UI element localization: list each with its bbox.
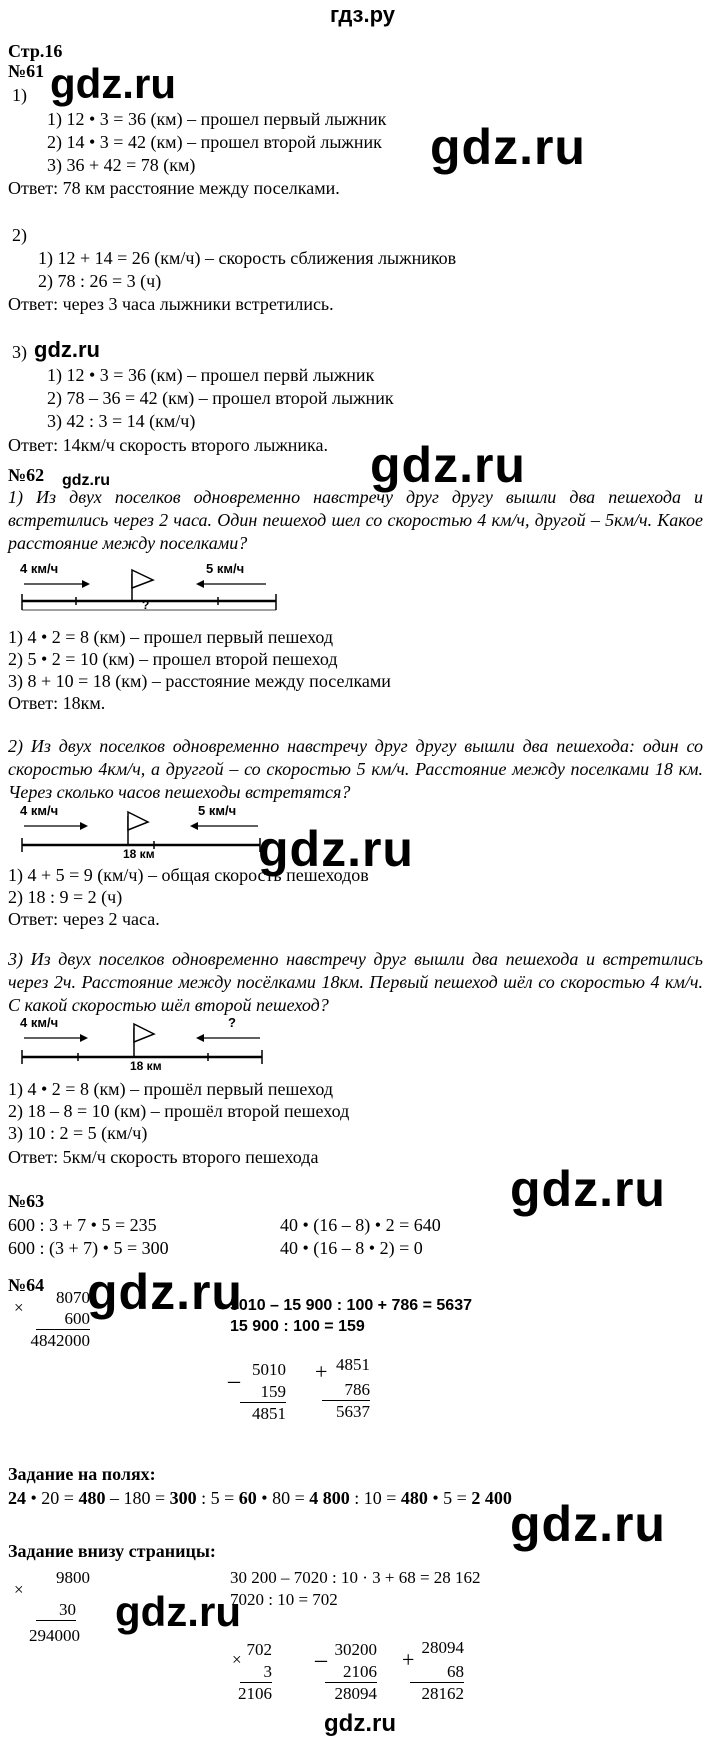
operand: 3	[240, 1662, 272, 1683]
chain-part: 4 800	[309, 1488, 350, 1508]
operation-sign: +	[402, 1647, 415, 1672]
solution-line: 1) 4 + 5 = 9 (км/ч) – общая скорость пешеходов	[8, 865, 369, 885]
solution-line: 3) 8 + 10 = 18 (км) – расстояние между поселками	[8, 671, 391, 691]
chain-part: : 5 =	[196, 1488, 239, 1508]
operand: 28094	[421, 1638, 464, 1657]
result: 2106	[238, 1684, 272, 1703]
answer: Ответ: через 2 часа.	[8, 909, 160, 929]
motion-diagram-2	[18, 800, 268, 860]
solution-line: 2) 18 – 8 = 10 (км) – прошёл второй пешеход	[8, 1101, 350, 1121]
result: 4842000	[30, 1331, 90, 1350]
operand: 9800	[56, 1568, 90, 1587]
solution-line: 1) 12 • 3 = 36 (км) – прошел первый лыжник	[47, 109, 387, 129]
solution-line: 2) 78 – 36 = 42 (км) – прошел второй лыжник	[47, 388, 394, 408]
speed-label-right: ?	[228, 1015, 236, 1030]
watermark: gdz.ru	[370, 437, 526, 493]
speed-label-right: 5 км/ч	[198, 803, 237, 818]
footer-watermark: gdz.ru	[324, 1710, 396, 1737]
solution-line: 2) 78 : 26 = 3 (ч)	[38, 271, 162, 291]
watermark: gdz.ru	[115, 1588, 241, 1635]
result: 294000	[29, 1626, 80, 1645]
task-62-title: №62	[8, 465, 45, 485]
chain-part: 480	[78, 1488, 106, 1508]
solution-line: 1) 4 • 2 = 8 (км) – прошёл первый пешеход	[8, 1079, 334, 1099]
result: 5637	[336, 1402, 370, 1421]
bottom-task-title: Задание внизу страницы:	[8, 1541, 216, 1561]
distance-label: 18 км	[130, 1059, 162, 1072]
operation-sign: –	[315, 1647, 327, 1673]
chain-part: 2 400	[471, 1488, 512, 1508]
chain-part: • 20 =	[26, 1488, 79, 1508]
operand: 2106	[325, 1662, 377, 1683]
watermark: gdz.ru	[87, 1264, 243, 1320]
answer: Ответ: через 3 часа лыжники встретились.	[8, 294, 334, 314]
result: 4851	[252, 1404, 286, 1423]
operation-sign: –	[228, 1368, 240, 1394]
solution-line: 1) 12 + 14 = 26 (км/ч) – скорость сближения лыжников	[38, 248, 457, 268]
problem-text: 2) Из двух поселков одновременно навстречу друг другу вышли два пешехода: один со скоростью 4км/ч, а друггой – со скоростью 5 км/ч. Расстояние между поселками 18 км. Через сколько часов пешеходы встретятся?	[8, 736, 703, 802]
operand: 30	[36, 1600, 76, 1621]
solution-line: 3) 42 : 3 = 14 (км/ч)	[47, 411, 196, 431]
solution-line: 3) 36 + 42 = 78 (км)	[47, 155, 196, 175]
speed-label-left: 4 км/ч	[20, 1015, 59, 1030]
solution-line: 2) 14 • 3 = 42 (км) – прошел второй лыжник	[47, 132, 382, 152]
motion-diagram-1	[18, 558, 283, 620]
watermark: gdz.ru	[510, 1161, 666, 1217]
result: 28094	[334, 1684, 377, 1703]
task-63-title: №63	[8, 1191, 45, 1211]
chain-part: 60	[238, 1488, 257, 1508]
solution-line: 2) 5 • 2 = 10 (км) – прошел второй пешеход	[8, 649, 338, 669]
distance-label: 18 км	[123, 847, 155, 860]
answer: Ответ: 18км.	[8, 693, 106, 713]
chain-part: 480	[400, 1488, 428, 1508]
expression: 30 200 – 7020 : 10 · 3 + 68 = 28 162	[230, 1568, 481, 1587]
part-label: 1)	[12, 85, 27, 105]
result: 28162	[421, 1684, 464, 1703]
operation-sign: ×	[232, 1650, 242, 1669]
part-label: 3)	[12, 342, 27, 362]
watermark: gdz.ru	[62, 472, 110, 489]
problem-text: 3) Из двух поселков одновременно навстречу друг вышли два пешехода и встретились через 2ч. Расстояние между посёлками 18км. Первый пешеход шёл со скоростью 4 км/ч. С какой скоростью шёл второй пешеход?	[8, 949, 703, 1015]
operand: 68	[410, 1662, 464, 1683]
site-header: гдз.ру	[330, 2, 395, 27]
task-61-title: №61	[8, 61, 45, 81]
speed-label-right: 5 км/ч	[206, 561, 245, 576]
solution-line: 2) 18 : 9 = 2 (ч)	[8, 887, 123, 907]
part-label: 2)	[12, 225, 27, 245]
watermark: gdz.ru	[510, 1496, 666, 1552]
answer: Ответ: 78 км расстояние между поселками.	[8, 178, 340, 198]
answer: Ответ: 14км/ч скорость второго лыжника.	[8, 435, 328, 455]
expression: 600 : 3 + 7 • 5 = 235	[8, 1215, 157, 1235]
operand: 786	[322, 1380, 370, 1401]
operand: 4851	[336, 1355, 370, 1374]
operation-sign: ×	[14, 1580, 24, 1599]
distance-label: ?	[142, 598, 150, 612]
chain-part: 24	[8, 1488, 26, 1508]
solution-line: 1) 12 • 3 = 36 (км) – прошел первй лыжник	[47, 365, 375, 385]
operation-sign: ×	[14, 1298, 24, 1317]
problem-text: 1) Из двух поселков одновременно навстречу друг другу вышли два пешехода и встретились через 2 часа. Один пешеход шел со скоростью 4 км/ч, другой – 5км/ч. Какое расстояние между поселками?	[8, 487, 703, 553]
chain-part: 300	[169, 1488, 197, 1508]
expression: 40 • (16 – 8) • 2 = 640	[280, 1215, 441, 1235]
expression: 40 • (16 – 8 • 2) = 0	[280, 1238, 423, 1258]
motion-diagram-3	[18, 1012, 268, 1072]
margin-task-title: Задание на полях:	[8, 1464, 156, 1484]
watermark: gdz.ru	[430, 119, 586, 175]
chain-part: • 5 =	[427, 1488, 472, 1508]
chain-part: – 180 =	[105, 1488, 170, 1508]
solution-line: 1) 4 • 2 = 8 (км) – прошел первый пешеход	[8, 627, 334, 647]
watermark: gdz.ru	[34, 337, 100, 362]
speed-label-left: 4 км/ч	[20, 561, 59, 576]
operand: 600	[36, 1309, 90, 1330]
operand: 30200	[334, 1640, 377, 1659]
operand: 8070	[56, 1288, 90, 1307]
chain-part: • 80 =	[256, 1488, 310, 1508]
watermark: gdz.ru	[50, 60, 176, 107]
operation-sign: +	[315, 1359, 328, 1384]
expression: 15 900 : 100 = 159	[230, 1318, 365, 1335]
watermark: gdz.ru	[258, 821, 414, 877]
page-label: Стр.16	[8, 41, 63, 61]
operand: 702	[246, 1640, 272, 1659]
solution-line: 3) 10 : 2 = 5 (км/ч)	[8, 1123, 148, 1143]
task-64-title: №64	[8, 1275, 45, 1295]
speed-label-left: 4 км/ч	[20, 803, 59, 818]
margin-task-chain	[8, 1487, 512, 1509]
expression: 5010 – 15 900 : 100 + 786 = 5637	[230, 1297, 472, 1314]
chain-part: : 10 =	[349, 1488, 401, 1508]
expression: 600 : (3 + 7) • 5 = 300	[8, 1238, 169, 1258]
expression: 7020 : 10 = 702	[230, 1590, 338, 1609]
operand: 5010	[252, 1360, 286, 1379]
operand: 159	[240, 1382, 286, 1403]
answer: Ответ: 5км/ч скорость второго пешехода	[8, 1147, 319, 1167]
